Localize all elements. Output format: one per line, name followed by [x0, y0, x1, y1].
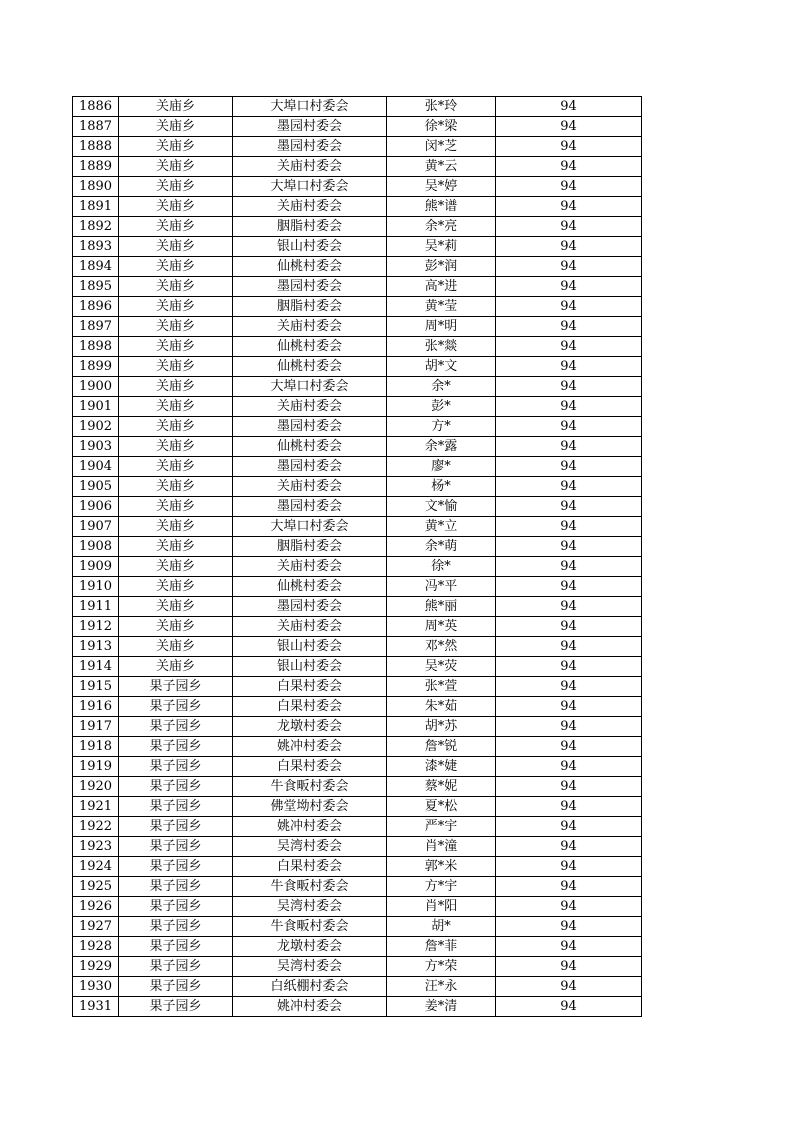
row-number-cell: 1886 [73, 97, 119, 117]
township-cell: 关庙乡 [119, 597, 233, 617]
row-number-cell: 1894 [73, 257, 119, 277]
township-cell: 关庙乡 [119, 397, 233, 417]
row-number-cell: 1905 [73, 477, 119, 497]
person-name-cell: 杨* [387, 477, 496, 497]
score-cell: 94 [496, 497, 642, 517]
village-committee-cell: 墨园村委会 [233, 417, 387, 437]
row-number-cell: 1895 [73, 277, 119, 297]
person-name-cell: 熊*丽 [387, 597, 496, 617]
row-number-cell: 1929 [73, 957, 119, 977]
village-committee-cell: 墨园村委会 [233, 277, 387, 297]
village-committee-cell: 胭脂村委会 [233, 297, 387, 317]
village-committee-cell: 白果村委会 [233, 677, 387, 697]
township-cell: 果子园乡 [119, 997, 233, 1017]
row-number-cell: 1909 [73, 557, 119, 577]
village-committee-cell: 姚冲村委会 [233, 997, 387, 1017]
score-cell: 94 [496, 437, 642, 457]
row-number-cell: 1888 [73, 137, 119, 157]
score-cell: 94 [496, 537, 642, 557]
person-name-cell: 方*宇 [387, 877, 496, 897]
person-name-cell: 詹*菲 [387, 937, 496, 957]
row-number-cell: 1914 [73, 657, 119, 677]
score-cell: 94 [496, 617, 642, 637]
row-number-cell: 1918 [73, 737, 119, 757]
row-number-cell: 1887 [73, 117, 119, 137]
village-committee-cell: 关庙村委会 [233, 317, 387, 337]
township-cell: 果子园乡 [119, 777, 233, 797]
village-committee-cell: 关庙村委会 [233, 397, 387, 417]
village-committee-cell: 墨园村委会 [233, 457, 387, 477]
person-name-cell: 汪*永 [387, 977, 496, 997]
table-row [73, 477, 642, 497]
row-number-cell: 1919 [73, 757, 119, 777]
score-cell: 94 [496, 277, 642, 297]
township-cell: 关庙乡 [119, 317, 233, 337]
table-row [73, 557, 642, 577]
row-number-cell: 1899 [73, 357, 119, 377]
row-number-cell: 1927 [73, 917, 119, 937]
person-name-cell: 冯*平 [387, 577, 496, 597]
person-name-cell: 彭* [387, 397, 496, 417]
person-name-cell: 黄*立 [387, 517, 496, 537]
township-cell: 关庙乡 [119, 197, 233, 217]
person-name-cell: 姜*清 [387, 997, 496, 1017]
row-number-cell: 1893 [73, 237, 119, 257]
row-number-cell: 1930 [73, 977, 119, 997]
table-row [73, 437, 642, 457]
person-name-cell: 余*亮 [387, 217, 496, 237]
person-name-cell: 詹*锐 [387, 737, 496, 757]
person-name-cell: 夏*松 [387, 797, 496, 817]
township-cell: 果子园乡 [119, 677, 233, 697]
score-cell: 94 [496, 177, 642, 197]
row-number-cell: 1911 [73, 597, 119, 617]
person-name-cell: 肖*潼 [387, 837, 496, 857]
row-number-cell: 1925 [73, 877, 119, 897]
table-row [73, 117, 642, 137]
township-cell: 关庙乡 [119, 117, 233, 137]
township-cell: 关庙乡 [119, 277, 233, 297]
row-number-cell: 1917 [73, 717, 119, 737]
row-number-cell: 1926 [73, 897, 119, 917]
table-row [73, 577, 642, 597]
table-row [73, 197, 642, 217]
township-cell: 关庙乡 [119, 577, 233, 597]
person-name-cell: 高*进 [387, 277, 496, 297]
score-cell: 94 [496, 357, 642, 377]
person-name-cell: 肖*阳 [387, 897, 496, 917]
township-cell: 果子园乡 [119, 757, 233, 777]
table-row [73, 777, 642, 797]
person-name-cell: 彭*润 [387, 257, 496, 277]
village-committee-cell: 大埠口村委会 [233, 177, 387, 197]
score-cell: 94 [496, 557, 642, 577]
person-name-cell: 徐*梁 [387, 117, 496, 137]
person-name-cell: 吴*婷 [387, 177, 496, 197]
table-body [73, 97, 642, 1017]
table-row [73, 357, 642, 377]
row-number-cell: 1923 [73, 837, 119, 857]
table-row [73, 837, 642, 857]
row-number-cell: 1900 [73, 377, 119, 397]
score-cell: 94 [496, 897, 642, 917]
village-committee-cell: 银山村委会 [233, 637, 387, 657]
score-cell: 94 [496, 837, 642, 857]
table-row [73, 137, 642, 157]
person-name-cell: 郭*米 [387, 857, 496, 877]
township-cell: 关庙乡 [119, 237, 233, 257]
village-committee-cell: 仙桃村委会 [233, 577, 387, 597]
table-row [73, 417, 642, 437]
row-number-cell: 1928 [73, 937, 119, 957]
table-row [73, 697, 642, 717]
table-row [73, 817, 642, 837]
table-row [73, 277, 642, 297]
person-name-cell: 方* [387, 417, 496, 437]
table-row [73, 717, 642, 737]
row-number-cell: 1921 [73, 797, 119, 817]
row-number-cell: 1901 [73, 397, 119, 417]
township-cell: 关庙乡 [119, 497, 233, 517]
score-cell: 94 [496, 237, 642, 257]
village-committee-cell: 关庙村委会 [233, 477, 387, 497]
township-cell: 果子园乡 [119, 897, 233, 917]
row-number-cell: 1931 [73, 997, 119, 1017]
table-row [73, 737, 642, 757]
score-cell: 94 [496, 117, 642, 137]
village-committee-cell: 关庙村委会 [233, 557, 387, 577]
village-committee-cell: 姚冲村委会 [233, 817, 387, 837]
score-cell: 94 [496, 157, 642, 177]
township-cell: 关庙乡 [119, 437, 233, 457]
township-cell: 果子园乡 [119, 737, 233, 757]
score-cell: 94 [496, 137, 642, 157]
table-row [73, 897, 642, 917]
township-cell: 关庙乡 [119, 357, 233, 377]
score-cell: 94 [496, 797, 642, 817]
person-name-cell: 周*明 [387, 317, 496, 337]
score-cell: 94 [496, 97, 642, 117]
score-cell: 94 [496, 917, 642, 937]
person-name-cell: 黄*莹 [387, 297, 496, 317]
table-row [73, 757, 642, 777]
row-number-cell: 1915 [73, 677, 119, 697]
table-row [73, 997, 642, 1017]
table-row [73, 977, 642, 997]
row-number-cell: 1892 [73, 217, 119, 237]
person-name-cell: 黄*云 [387, 157, 496, 177]
row-number-cell: 1907 [73, 517, 119, 537]
township-cell: 关庙乡 [119, 177, 233, 197]
table-row [73, 857, 642, 877]
village-committee-cell: 龙墩村委会 [233, 717, 387, 737]
township-cell: 关庙乡 [119, 537, 233, 557]
township-cell: 关庙乡 [119, 517, 233, 537]
person-name-cell: 蔡*妮 [387, 777, 496, 797]
township-cell: 关庙乡 [119, 257, 233, 277]
village-committee-cell: 银山村委会 [233, 657, 387, 677]
row-number-cell: 1920 [73, 777, 119, 797]
table-row [73, 617, 642, 637]
village-committee-cell: 牛食畈村委会 [233, 877, 387, 897]
row-number-cell: 1913 [73, 637, 119, 657]
score-cell: 94 [496, 957, 642, 977]
score-cell: 94 [496, 937, 642, 957]
row-number-cell: 1908 [73, 537, 119, 557]
township-cell: 关庙乡 [119, 337, 233, 357]
person-name-cell: 张*燚 [387, 337, 496, 357]
person-name-cell: 胡* [387, 917, 496, 937]
table-row [73, 597, 642, 617]
score-cell: 94 [496, 697, 642, 717]
village-committee-cell: 大埠口村委会 [233, 97, 387, 117]
score-cell: 94 [496, 877, 642, 897]
person-name-cell: 文*愉 [387, 497, 496, 517]
township-cell: 果子园乡 [119, 957, 233, 977]
table-row [73, 317, 642, 337]
table-row [73, 257, 642, 277]
person-name-cell: 吴*莉 [387, 237, 496, 257]
village-committee-cell: 胭脂村委会 [233, 217, 387, 237]
score-cell: 94 [496, 417, 642, 437]
table-row [73, 657, 642, 677]
township-cell: 关庙乡 [119, 217, 233, 237]
village-committee-cell: 佛堂坳村委会 [233, 797, 387, 817]
row-number-cell: 1906 [73, 497, 119, 517]
township-cell: 关庙乡 [119, 97, 233, 117]
village-committee-cell: 白果村委会 [233, 757, 387, 777]
township-cell: 关庙乡 [119, 377, 233, 397]
township-cell: 关庙乡 [119, 557, 233, 577]
person-name-cell: 方*荣 [387, 957, 496, 977]
village-committee-cell: 关庙村委会 [233, 197, 387, 217]
village-committee-cell: 墨园村委会 [233, 137, 387, 157]
township-cell: 果子园乡 [119, 857, 233, 877]
row-number-cell: 1916 [73, 697, 119, 717]
village-committee-cell: 银山村委会 [233, 237, 387, 257]
score-cell: 94 [496, 757, 642, 777]
score-cell: 94 [496, 517, 642, 537]
row-number-cell: 1902 [73, 417, 119, 437]
township-cell: 关庙乡 [119, 297, 233, 317]
table-row [73, 377, 642, 397]
row-number-cell: 1890 [73, 177, 119, 197]
village-committee-cell: 龙墩村委会 [233, 937, 387, 957]
table-row [73, 337, 642, 357]
row-number-cell: 1922 [73, 817, 119, 837]
person-name-cell: 严*宇 [387, 817, 496, 837]
village-committee-cell: 胭脂村委会 [233, 537, 387, 557]
person-name-cell: 邓*然 [387, 637, 496, 657]
score-cell: 94 [496, 737, 642, 757]
township-cell: 果子园乡 [119, 917, 233, 937]
village-committee-cell: 白果村委会 [233, 697, 387, 717]
table-row [73, 537, 642, 557]
person-name-cell: 余*萌 [387, 537, 496, 557]
village-committee-cell: 仙桃村委会 [233, 437, 387, 457]
person-name-cell: 廖* [387, 457, 496, 477]
village-committee-cell: 关庙村委会 [233, 157, 387, 177]
row-number-cell: 1910 [73, 577, 119, 597]
person-name-cell: 闵*芝 [387, 137, 496, 157]
village-committee-cell: 墨园村委会 [233, 117, 387, 137]
table-row [73, 297, 642, 317]
village-committee-cell: 墨园村委会 [233, 497, 387, 517]
row-number-cell: 1904 [73, 457, 119, 477]
person-name-cell: 吴*荧 [387, 657, 496, 677]
township-cell: 关庙乡 [119, 157, 233, 177]
score-cell: 94 [496, 657, 642, 677]
township-cell: 关庙乡 [119, 657, 233, 677]
table-row [73, 957, 642, 977]
person-name-cell: 胡*苏 [387, 717, 496, 737]
score-cell: 94 [496, 377, 642, 397]
table-row [73, 497, 642, 517]
score-cell: 94 [496, 257, 642, 277]
township-cell: 关庙乡 [119, 637, 233, 657]
table-row [73, 97, 642, 117]
score-cell: 94 [496, 197, 642, 217]
village-committee-cell: 墨园村委会 [233, 597, 387, 617]
table-row [73, 877, 642, 897]
village-committee-cell: 吴湾村委会 [233, 897, 387, 917]
table-row [73, 457, 642, 477]
township-cell: 关庙乡 [119, 617, 233, 637]
village-committee-cell: 白纸棚村委会 [233, 977, 387, 997]
village-committee-cell: 仙桃村委会 [233, 337, 387, 357]
village-committee-cell: 姚冲村委会 [233, 737, 387, 757]
table-row [73, 637, 642, 657]
village-committee-cell: 关庙村委会 [233, 617, 387, 637]
village-committee-cell: 吴湾村委会 [233, 957, 387, 977]
table-row [73, 917, 642, 937]
village-committee-cell: 白果村委会 [233, 857, 387, 877]
township-cell: 果子园乡 [119, 717, 233, 737]
table-row [73, 177, 642, 197]
township-cell: 果子园乡 [119, 817, 233, 837]
person-name-cell: 漆*婕 [387, 757, 496, 777]
township-cell: 关庙乡 [119, 417, 233, 437]
township-cell: 关庙乡 [119, 137, 233, 157]
score-cell: 94 [496, 977, 642, 997]
village-committee-cell: 吴湾村委会 [233, 837, 387, 857]
table-row [73, 797, 642, 817]
table-row [73, 397, 642, 417]
person-name-cell: 张*玲 [387, 97, 496, 117]
score-cell: 94 [496, 677, 642, 697]
score-cell: 94 [496, 817, 642, 837]
township-cell: 关庙乡 [119, 477, 233, 497]
person-name-cell: 周*英 [387, 617, 496, 637]
score-cell: 94 [496, 717, 642, 737]
row-number-cell: 1924 [73, 857, 119, 877]
row-number-cell: 1889 [73, 157, 119, 177]
row-number-cell: 1891 [73, 197, 119, 217]
table-row [73, 517, 642, 537]
village-committee-cell: 仙桃村委会 [233, 257, 387, 277]
village-committee-cell: 大埠口村委会 [233, 517, 387, 537]
person-name-cell: 朱*茹 [387, 697, 496, 717]
score-cell: 94 [496, 337, 642, 357]
township-cell: 关庙乡 [119, 457, 233, 477]
village-committee-cell: 牛食畈村委会 [233, 917, 387, 937]
township-cell: 果子园乡 [119, 797, 233, 817]
person-name-cell: 熊*谱 [387, 197, 496, 217]
row-number-cell: 1896 [73, 297, 119, 317]
score-cell: 94 [496, 857, 642, 877]
data-table [72, 96, 642, 1017]
score-cell: 94 [496, 317, 642, 337]
township-cell: 果子园乡 [119, 837, 233, 857]
table-row [73, 157, 642, 177]
township-cell: 果子园乡 [119, 937, 233, 957]
row-number-cell: 1912 [73, 617, 119, 637]
score-cell: 94 [496, 577, 642, 597]
table-row [73, 677, 642, 697]
score-cell: 94 [496, 477, 642, 497]
person-name-cell: 余*露 [387, 437, 496, 457]
person-name-cell: 余* [387, 377, 496, 397]
village-committee-cell: 大埠口村委会 [233, 377, 387, 397]
row-number-cell: 1903 [73, 437, 119, 457]
score-cell: 94 [496, 457, 642, 477]
score-cell: 94 [496, 637, 642, 657]
table-row [73, 217, 642, 237]
row-number-cell: 1897 [73, 317, 119, 337]
township-cell: 果子园乡 [119, 697, 233, 717]
row-number-cell: 1898 [73, 337, 119, 357]
table-row [73, 937, 642, 957]
person-name-cell: 徐* [387, 557, 496, 577]
score-cell: 94 [496, 997, 642, 1017]
person-name-cell: 胡*文 [387, 357, 496, 377]
village-committee-cell: 牛食畈村委会 [233, 777, 387, 797]
score-cell: 94 [496, 217, 642, 237]
score-cell: 94 [496, 297, 642, 317]
score-cell: 94 [496, 397, 642, 417]
township-cell: 果子园乡 [119, 877, 233, 897]
table-row [73, 237, 642, 257]
village-committee-cell: 仙桃村委会 [233, 357, 387, 377]
score-cell: 94 [496, 777, 642, 797]
score-cell: 94 [496, 597, 642, 617]
township-cell: 果子园乡 [119, 977, 233, 997]
person-name-cell: 张*萱 [387, 677, 496, 697]
